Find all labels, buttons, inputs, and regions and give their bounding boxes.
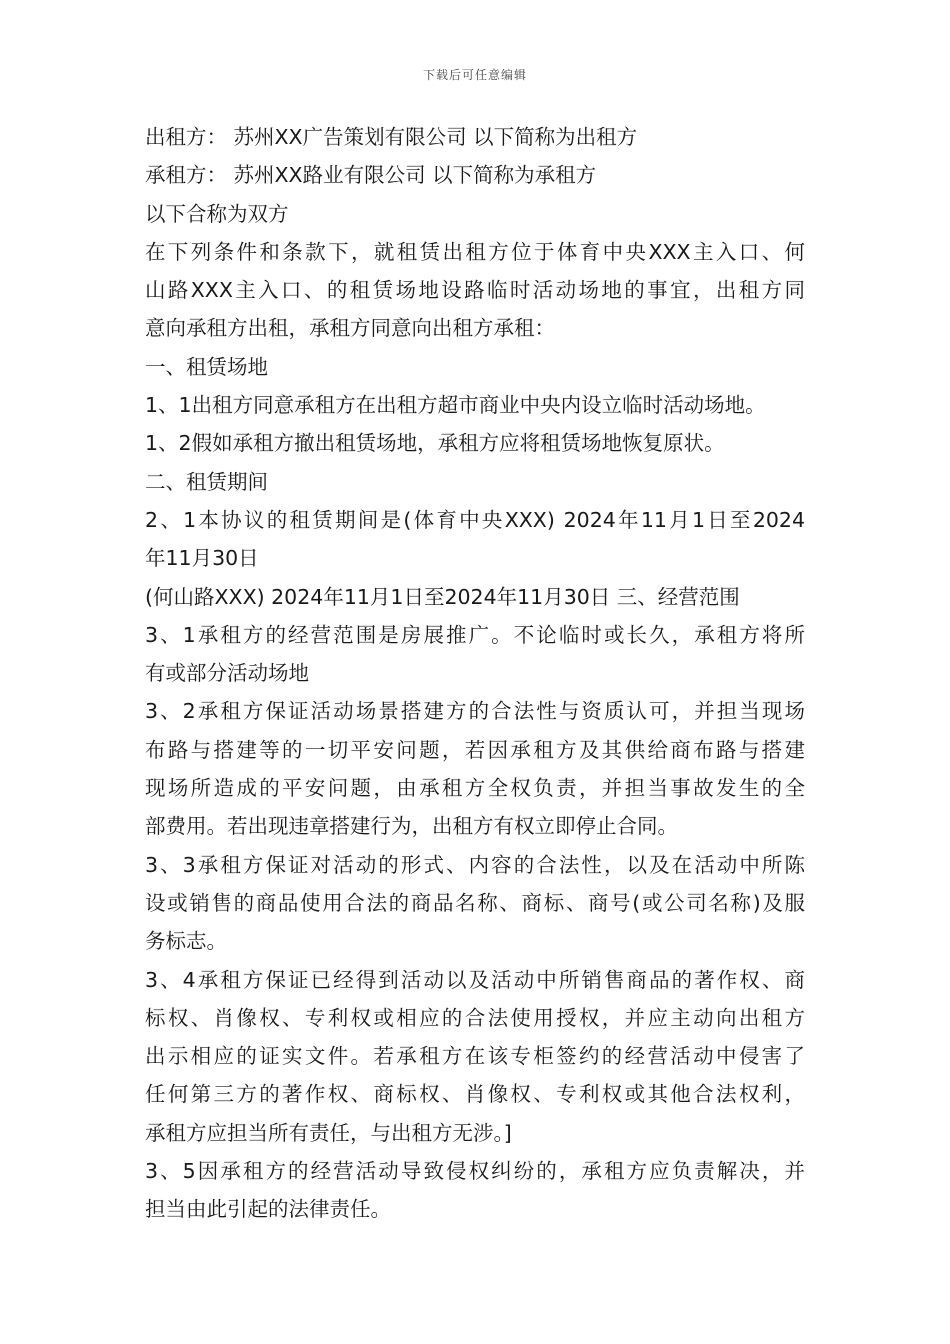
text-line: 出租方： 苏州XX广告策划有限公司 以下简称为出租方 [145, 125, 638, 149]
text-line: 务标志。 [145, 929, 227, 954]
text-line: 承租方应担当所有责任，与出租方无涉。] [145, 1120, 512, 1145]
text-line: (何山路XXX) 2024年11月1日至2024年11月30日 三、经营范围 [145, 584, 740, 609]
text-line: 任何第三方的著作权、商标权、肖像权、专利权或其他合法权利， [145, 1082, 805, 1107]
text-line: 设或销售的商品使用合法的商品名称、商标、商号(或公司名称)及服 [145, 890, 805, 915]
text-line: 以下合称为双方 [145, 201, 289, 226]
text-line: 2、1本协议的租赁期间是(体育中央XXX) 2024年11月1日至2024 [145, 507, 805, 532]
text-line: 标权、肖像权、专利权或相应的合法使用授权，并应主动向出租方 [145, 1005, 805, 1030]
text-line: 3、1承租方的经营范围是房展推广。不论临时或长久，承租方将所 [145, 622, 805, 647]
text-line: 3、2承租方保证活动场景搭建方的合法性与资质认可，并担当现场 [145, 699, 805, 724]
text-line: 意向承租方出租，承租方同意向出租方承租： [145, 316, 555, 341]
text-line: 1、1出租方同意承租方在出租方超市商业中央内设立临时活动场地。 [145, 393, 766, 418]
text-line: 山路XXX主入口、的租赁场地设路临时活动场地的事宜，出租方同 [145, 278, 805, 303]
text-line: 一、租赁场地 [145, 354, 268, 379]
text-line: 二、租赁期间 [145, 469, 268, 494]
text-line: 3、3承租方保证对活动的形式、内容的合法性，以及在活动中所陈 [145, 852, 805, 877]
text-line: 在下列条件和条款下，就租赁出租方位于体育中央XXX主入口、何 [145, 239, 805, 264]
page-header: 下载后可任意编辑 [422, 68, 527, 82]
text-line: 出示相应的证实文件。若承租方在该专柜签约的经营活动中侵害了 [145, 1044, 805, 1069]
text-line: 有或部分活动场地 [145, 661, 309, 686]
text-line: 部费用。若出现违章搭建行为，出租方有权立即停止合同。 [145, 814, 678, 839]
text-line: 现场所造成的平安问题，由承租方全权负责，并担当事故发生的全 [145, 776, 805, 801]
text-line: 3、4承租方保证已经得到活动以及活动中所销售商品的著作权、商 [145, 967, 805, 992]
text-line: 1、2假如承租方撤出租赁场地，承租方应将租赁场地恢复原状。 [145, 431, 725, 456]
text-line: 3、5因承租方的经营活动导致侵权纠纷的，承租方应负责解决，并 [145, 1159, 805, 1184]
text-line: 年11月30日 [145, 546, 259, 571]
text-line: 布路与搭建等的一切平安问题，若因承租方及其供给商布路与搭建 [145, 737, 805, 762]
text-line: 担当由此引起的法律责任。 [145, 1197, 391, 1222]
document-body [145, 118, 815, 1229]
text-line: 承租方： 苏州XX路业有限公司 以下简称为承租方 [145, 163, 597, 188]
